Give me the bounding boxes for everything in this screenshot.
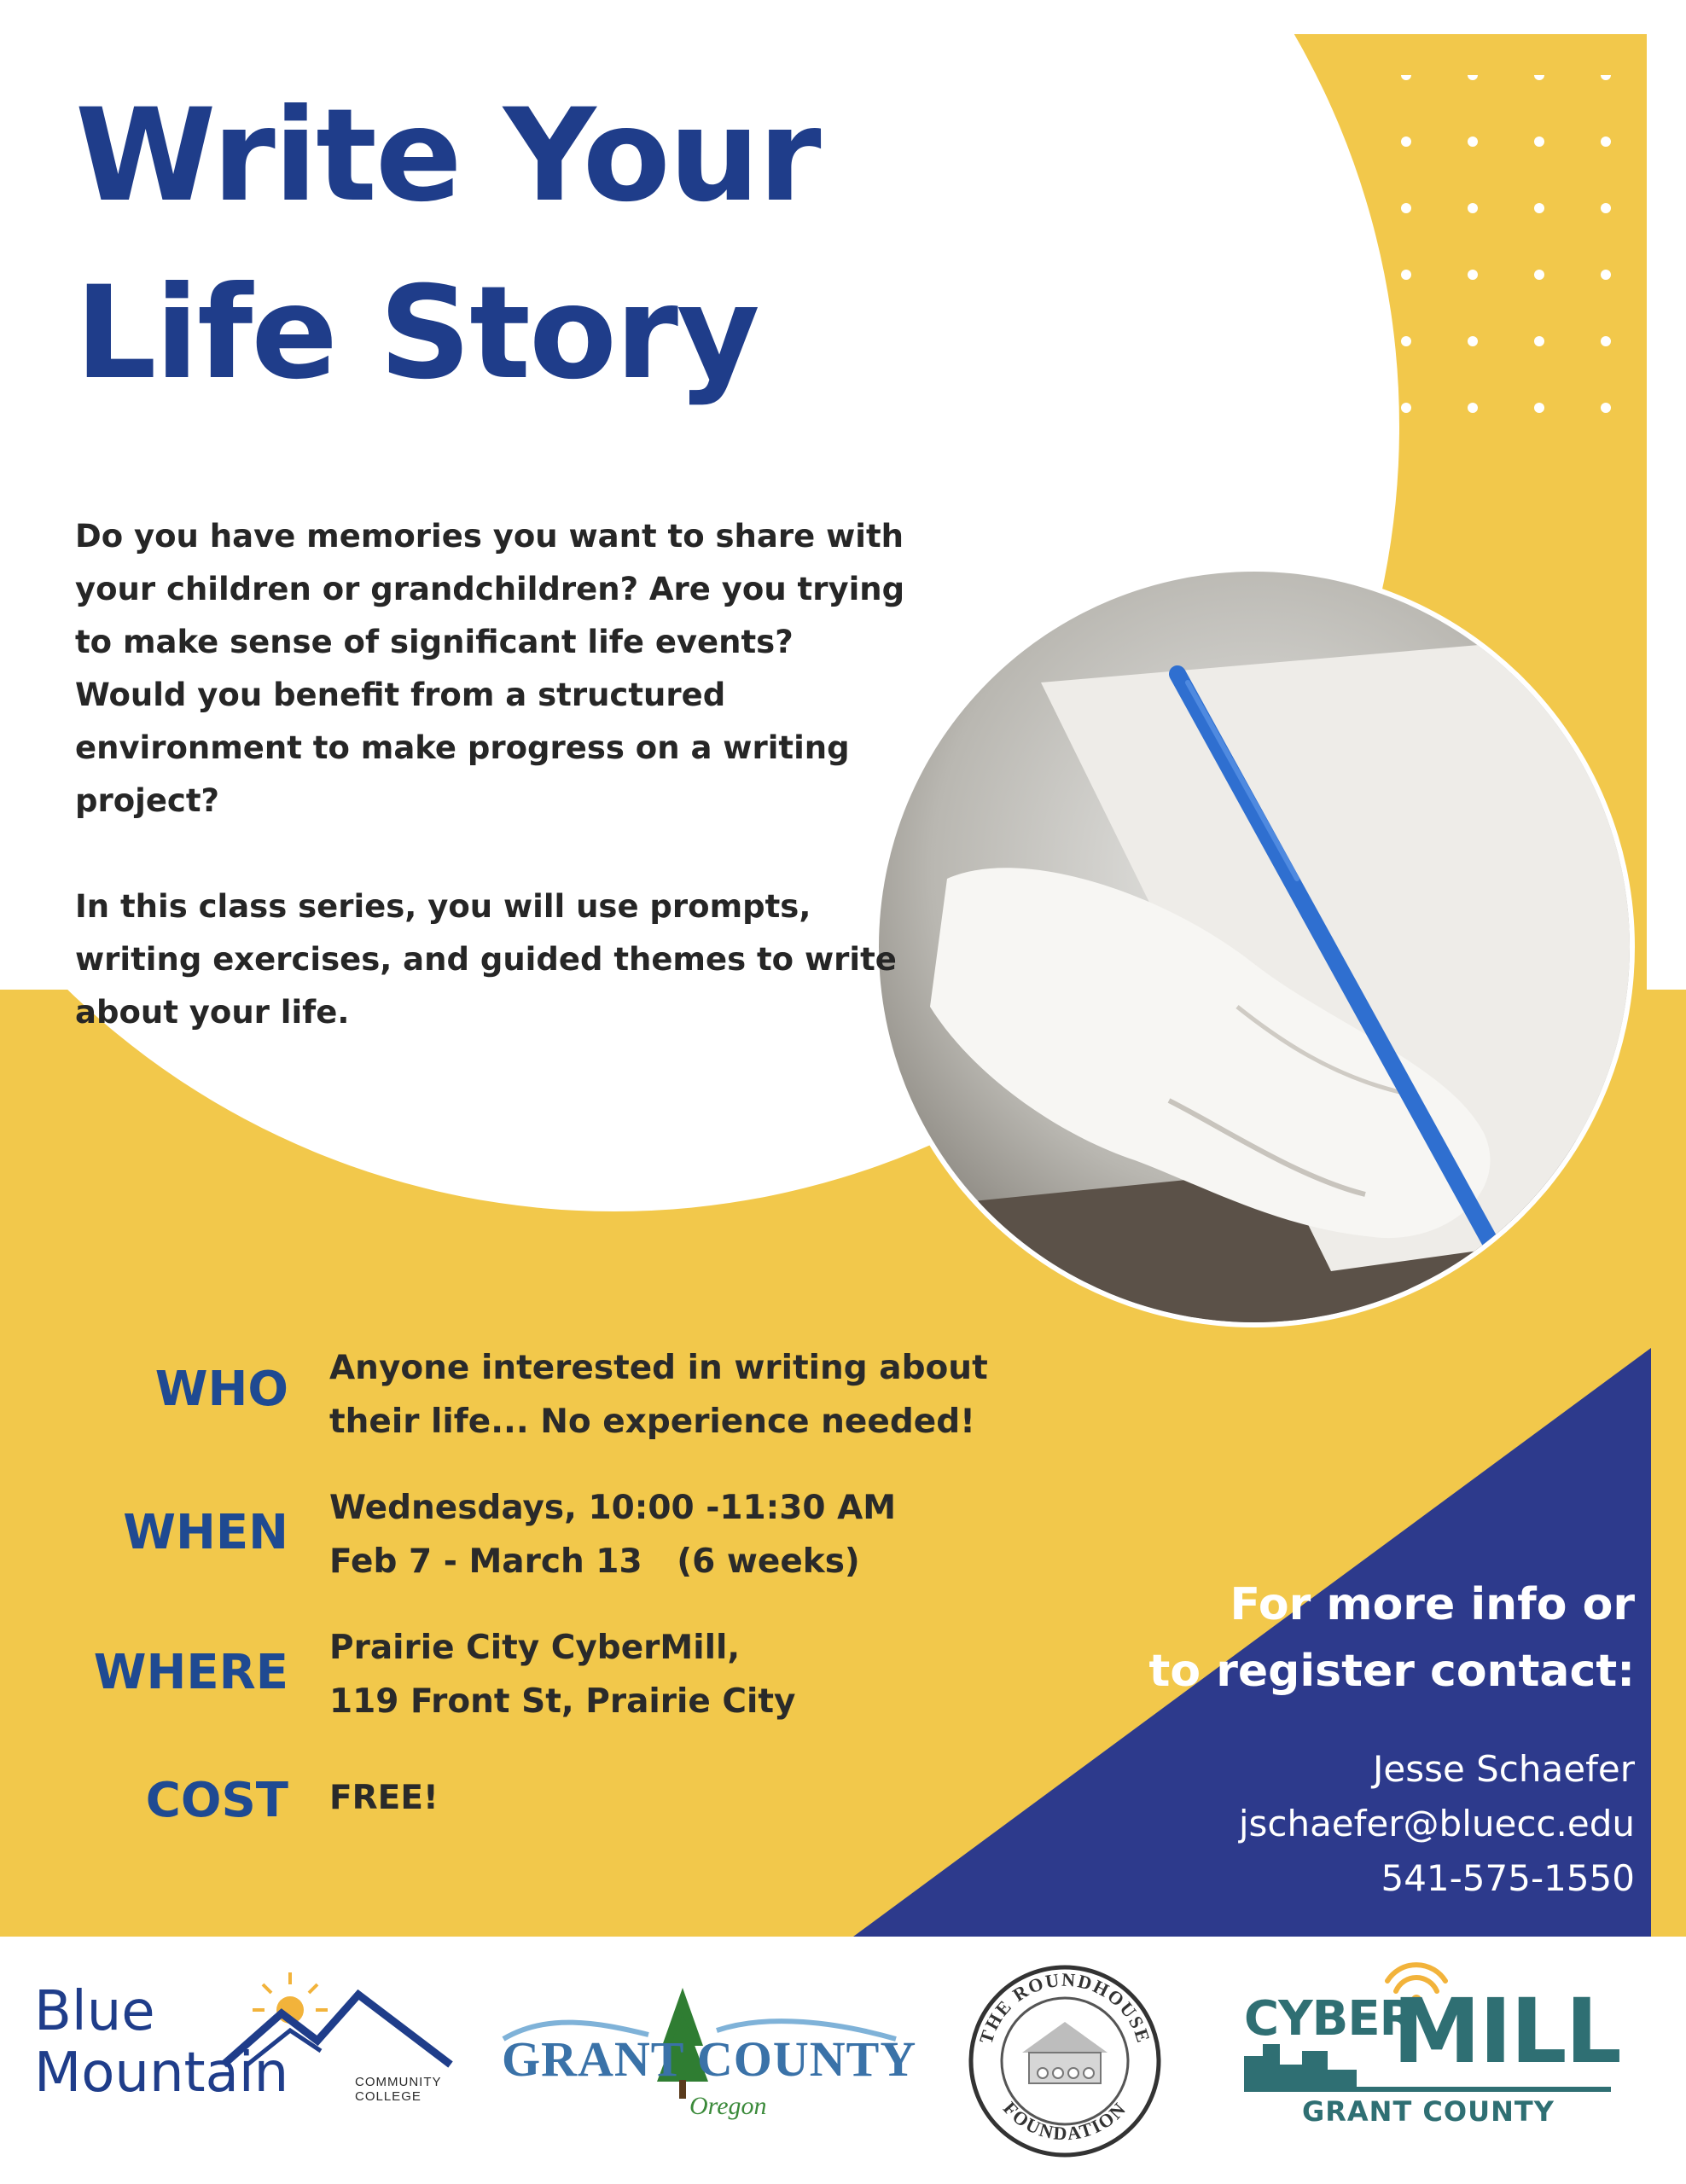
cybermill-word-mill: MILL: [1392, 1979, 1620, 2083]
when-value: [329, 1481, 1029, 1589]
where-line-2: 119 Front St, Prairie City: [329, 1682, 796, 1721]
cost-label: COST: [145, 1773, 288, 1828]
contact-heading-line-1: For more info or: [1230, 1579, 1635, 1630]
when-line-1: Wednesdays, 10:00 -11:30 AM: [329, 1489, 897, 1527]
grant-county-oregon: Oregon: [689, 2092, 767, 2120]
cybermill-grant-county: GRANT COUNTY: [1302, 2095, 1555, 2128]
where-value: [329, 1621, 1029, 1728]
blue-mountain-logo: [34, 1981, 288, 2104]
dot-grid-decoration: [1348, 75, 1621, 416]
contact-email[interactable]: jschaefer@bluecc.edu: [1238, 1803, 1635, 1844]
grant-county-logo: GRANT COUNTY: [502, 2031, 917, 2087]
contact-details: [1239, 1742, 1635, 1906]
blue-mountain-line-1: Blue: [34, 1980, 155, 2043]
flyer-title: [75, 82, 820, 408]
who-line-1: Anyone interested in writing about: [329, 1349, 988, 1387]
where-label: WHERE: [93, 1645, 288, 1700]
title-line-2: Life Story: [75, 259, 759, 408]
contact-heading-line-2: to register contact:: [1148, 1646, 1635, 1697]
contact-phone[interactable]: 541-575-1550: [1381, 1857, 1635, 1899]
cybermill-word-cyber: CYBER: [1244, 1991, 1416, 2047]
roundhouse-foundation-seal: [971, 1967, 1159, 2155]
cost-value: [329, 1771, 1029, 1825]
blue-mountain-sub-2: COLLEGE: [355, 2089, 422, 2104]
intro-paragraph-1: Do you have memories you want to share with your children or grandchildren? Are you trying to make sense of significant life events? Would you benefit from a structured environment to make progress on a writing project?: [75, 518, 905, 819]
cost-line-1: FREE!: [329, 1779, 439, 1817]
contact-name: Jesse Schaefer: [1372, 1748, 1635, 1790]
blue-mountain-sub-1: COMMUNITY: [355, 2075, 442, 2089]
blue-mountain-subtitle: [355, 2075, 442, 2104]
where-line-1: Prairie City CyberMill,: [329, 1629, 741, 1667]
who-value: [329, 1341, 1029, 1449]
svg-text:FOUNDATION: FOUNDATION: [998, 2097, 1131, 2145]
contact-heading: [1149, 1571, 1635, 1705]
who-label: WHO: [154, 1362, 288, 1417]
title-line-1: Write Your: [75, 82, 820, 230]
intro-text: [75, 510, 911, 1039]
when-line-2: Feb 7 - March 13 (6 weeks): [329, 1542, 860, 1581]
intro-paragraph-2: In this class series, you will use prompts, writing exercises, and guided themes to write about your life.: [75, 888, 897, 1031]
blue-mountain-line-2: Mountain: [34, 2042, 289, 2105]
when-label: WHEN: [123, 1505, 288, 1560]
who-line-2: their life... No experience needed!: [329, 1403, 975, 1441]
svg-text:THE ROUNDHOUSE: THE ROUNDHOUSE: [974, 1968, 1155, 2047]
